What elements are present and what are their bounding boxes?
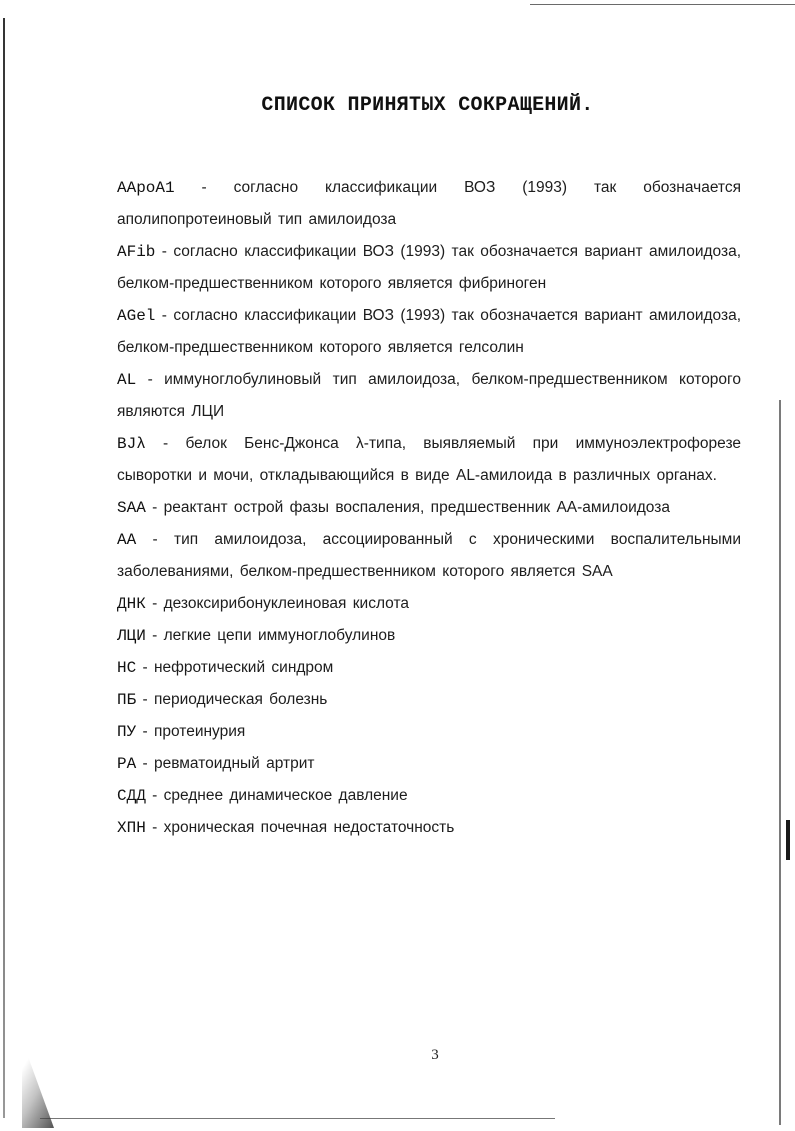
definition: - ревматоидный артрит [136,755,315,772]
abbreviation: ДНК [117,595,146,613]
list-item [117,172,741,236]
abbreviation: ЛЦИ [117,627,146,645]
definition: - согласно классификации ВОЗ (1993) так обозначается вариант амилоидоза, белком-предшественником которого является гелсолин [117,307,741,356]
scan-edge-bottom [40,1118,555,1119]
list-item [117,812,741,844]
list-item [117,492,741,524]
list-item [117,620,741,652]
scan-edge-top [530,4,795,5]
definition: - согласно классификации ВОЗ (1993) так обозначается аполипопротеиновый тип амилоидоза [117,179,741,228]
list-item [117,716,741,748]
definition: - легкие цепи иммуноглобулинов [145,627,396,644]
list-item [117,364,741,428]
definition: - среднее динамическое давление [145,787,408,804]
abbreviation: СДД [117,787,146,805]
list-item [117,588,741,620]
definition: - тип амилоидоза, ассоциированный с хроническими воспалительными заболеваниями, белком-предшественником которого является SAA [117,531,741,580]
list-item [117,684,741,716]
page-title: СПИСОК ПРИНЯТЫХ СОКРАЩЕНИЙ. [261,94,594,117]
definition: - протеинурия [136,723,246,740]
definition: - иммуноглобулиновый тип амилоидоза, белком-предшественником которого являются ЛЦИ [117,371,741,420]
abbreviation: SAA [117,499,146,517]
abbreviation: AGel [117,307,156,325]
abbreviation: AFib [117,243,156,261]
definition: - белок Бенс-Джонса λ-типа, выявляемый при иммуноэлектрофорезе сыворотки и мочи, откладывающийся в виде AL-амилоида в различных органах. [117,435,741,484]
abbreviation: AApoA1 [117,179,175,197]
scan-edge-right-mark [786,820,790,860]
scan-corner-shadow [22,1040,54,1128]
abbreviation: BJλ [117,435,146,453]
list-item [117,748,741,780]
definition: - хроническая почечная недостаточность [145,819,455,836]
list-item [117,428,741,492]
list-item [117,652,741,684]
definition: - согласно классификации ВОЗ (1993) так обозначается вариант амилоидоза, белком-предшественником которого является фибриноген [117,243,741,292]
list-item [117,236,741,300]
abbreviation: ПБ [117,691,137,709]
abbreviation: ПУ [117,723,137,741]
page-number: 3 [431,1047,439,1063]
scan-edge-left [3,18,5,1118]
definition: - реактант острой фазы воспаления, предшественник АА-амилоидоза [145,499,670,516]
list-item [117,524,741,588]
scan-edge-right [779,400,781,1125]
list-item [117,780,741,812]
list-item [117,300,741,364]
abbreviation: ХПН [117,819,146,837]
abbreviation: АА [117,531,137,549]
definition: - дезоксирибонуклеиновая кислота [145,595,409,612]
definition: - периодическая болезнь [136,691,328,708]
abbreviation: РА [117,755,137,773]
abbreviation-list [117,172,741,844]
abbreviation: НС [117,659,137,677]
abbreviation: AL [117,371,137,389]
definition: - нефротический синдром [136,659,334,676]
